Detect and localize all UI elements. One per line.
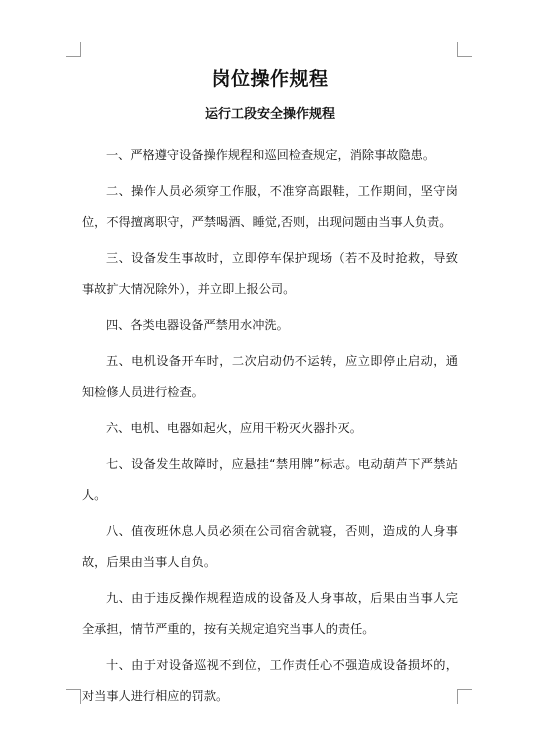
crop-mark-top-right xyxy=(457,42,472,57)
paragraph-9: 九、由于违反操作规程造成的设备及人身事故，后果由当事人完全承担，情节严重的，按有关规定追究当事人的责任。 xyxy=(82,591,458,636)
document-subtitle: 运行工段安全操作规程 xyxy=(204,107,335,122)
paragraph-5: 五、电机设备开车时，二次启动仍不运转，应立即停止启动，通知检修人员进行检查。 xyxy=(82,354,458,399)
crop-mark-bottom-left xyxy=(66,689,81,704)
paragraph-8: 八、值夜班休息人员必须在公司宿舍就寝，否则，造成的人身事故，后果由当事人自负。 xyxy=(82,524,458,569)
paragraph-4: 四、各类电器设备严禁用水冲洗。 xyxy=(106,318,289,332)
document-body xyxy=(82,140,458,717)
paragraph-3: 三、设备发生事故时，立即停车保护现场（若不及时抢救，导致事故扩大情况除外），并立即上报公司。 xyxy=(82,251,458,296)
crop-mark-top-left xyxy=(66,42,81,57)
paragraph-7: 七、设备发生故障时，应悬挂“禁用牌”标志。电动葫芦下严禁站人。 xyxy=(82,457,458,502)
paragraph-2: 二、操作人员必须穿工作服，不准穿高跟鞋，工作期间，坚守岗位，不得擅离职守，严禁喝酒、睡觉,否则，出现问题由当事人负责。 xyxy=(82,184,458,229)
document-title: 岗位操作规程 xyxy=(211,68,329,90)
paragraph-1: 一、严格遵守设备操作规程和巡回检查规定，消除事故隐患。 xyxy=(106,148,436,162)
crop-mark-bottom-right xyxy=(457,689,472,704)
paragraph-10: 十、由于对设备巡视不到位，工作责任心不强造成设备损坏的，对当事人进行相应的罚款。 xyxy=(82,658,458,703)
paragraph-6: 六、电机、电器如起火，应用干粉灭火器扑灭。 xyxy=(106,421,362,435)
